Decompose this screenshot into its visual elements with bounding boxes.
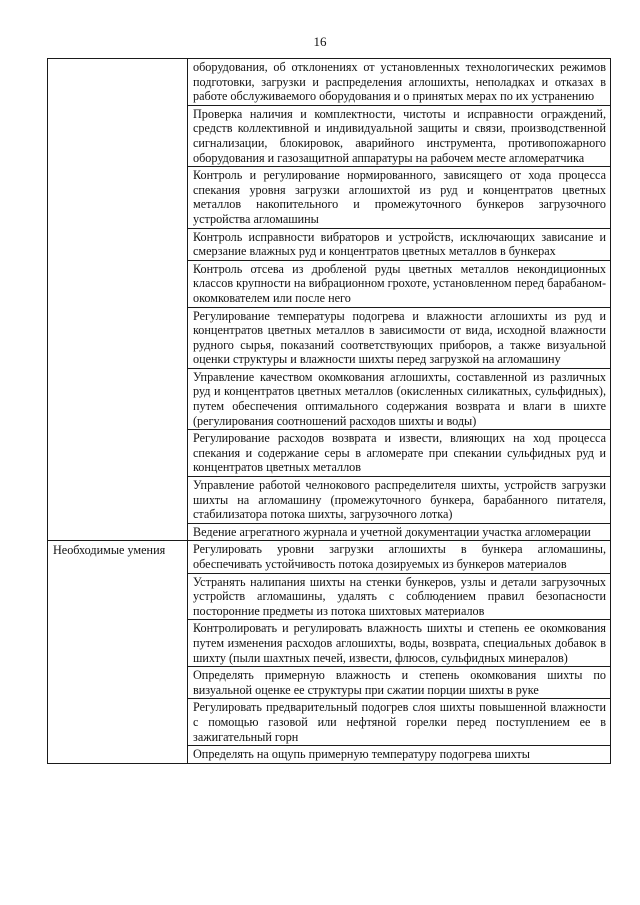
labor-action-item: Управление работой челнокового распределителя шихты, устройств загрузки шихты на агломашину (промежуточного бункера, барабанного питателя, стабилизатора потока шихты, загрузочного лотка) (188, 477, 611, 524)
labor-action-item: Регулирование расходов возврата и извести, влияющих на ход процесса спекания и содержание серы в агломерате при спекании сульфидных руд и концентратов цветных металлов (188, 430, 611, 477)
labor-action-item: Ведение агрегатного журнала и учетной документации участка агломерации (188, 523, 611, 541)
functions-table (47, 58, 611, 764)
skill-item: Контролировать и регулировать влажность шихты и степень ее окомкования путем изменения расходов аглошихты, воды, возврата, специальных добавок в шихту (пыли шахтных печей, извести, флюсов, сульфидных минералов) (188, 620, 611, 667)
page-number: 16 (313, 34, 327, 49)
table-row (48, 59, 611, 106)
skill-item: Устранять налипания шихты на стенки бункеров, узлы и детали загрузочных устройств агломашины, удалять с соблюдением правил безопасности посторонние предметы из потока шихтовых материалов (188, 573, 611, 620)
table-row (48, 541, 611, 573)
labor-action-item: Контроль исправности вибраторов и устройств, исключающих зависание и смерзание влажных руд и концентратов цветных металлов в бункерах (188, 228, 611, 260)
skill-item: Определять примерную влажность и степень окомкования шихты по визуальной оценке ее структуры при сжатии порции шихты в руке (188, 667, 611, 699)
skill-item: Регулировать уровни загрузки аглошихты в бункера агломашины, обеспечивать устойчивость потока дозируемых из бункеров материалов (188, 541, 611, 573)
labor-action-item: Контроль отсева из дробленой руды цветных металлов некондиционных классов крупности на вибрационном грохоте, установленном перед барабаном-окомкователем или после него (188, 260, 611, 307)
skill-item: Регулировать предварительный подогрев слоя шихты повышенной влажности с помощью газовой или нефтяной горелки перед поступлением ее в зажигательный горн (188, 699, 611, 746)
skill-item: Определять на ощупь примерную температуру подогрева шихты (188, 746, 611, 764)
labor-action-item: оборудования, об отклонениях от установленных технологических режимов подготовки, загрузки и распределения аглошихты, неполадках и отказах в работе обслуживаемого оборудования и о принятых мерах по их устранению (188, 59, 611, 106)
labor-action-item: Контроль и регулирование нормированного, зависящего от хода процесса спекания уровня загрузки аглошихтой из руд и концентратов цветных металлов накопительного и промежуточного бункеров загрузочного устройства агломашины (188, 167, 611, 228)
row-label-empty (48, 59, 188, 541)
labor-action-item: Проверка наличия и комплектности, чистоты и исправности ограждений, средств коллективной и индивидуальной защиты и связи, производственной сигнализации, блокировок, аварийного инструмента, противопожарного оборудования и газозащитной аппаратуры на рабочем месте агломератчика (188, 105, 611, 166)
labor-action-item: Регулирование температуры подогрева и влажности аглошихты из руд и концентратов цветных металлов в зависимости от вида, исходной влажности рудного сырья, показаний соответствующих приборов, а также визуальной оценки структуры и влажности шихты перед загрузкой на агломашину (188, 307, 611, 368)
row-label-required-skills: Необходимые умения (48, 541, 188, 763)
labor-action-item: Управление качеством окомкования аглошихты, составленной из различных руд и концентратов цветных металлов (окисленных силикатных, сульфидных), путем обеспечения оптимального содержания возврата и влаги в шихте (регулирования соотношений расходов шихты и воды) (188, 368, 611, 429)
